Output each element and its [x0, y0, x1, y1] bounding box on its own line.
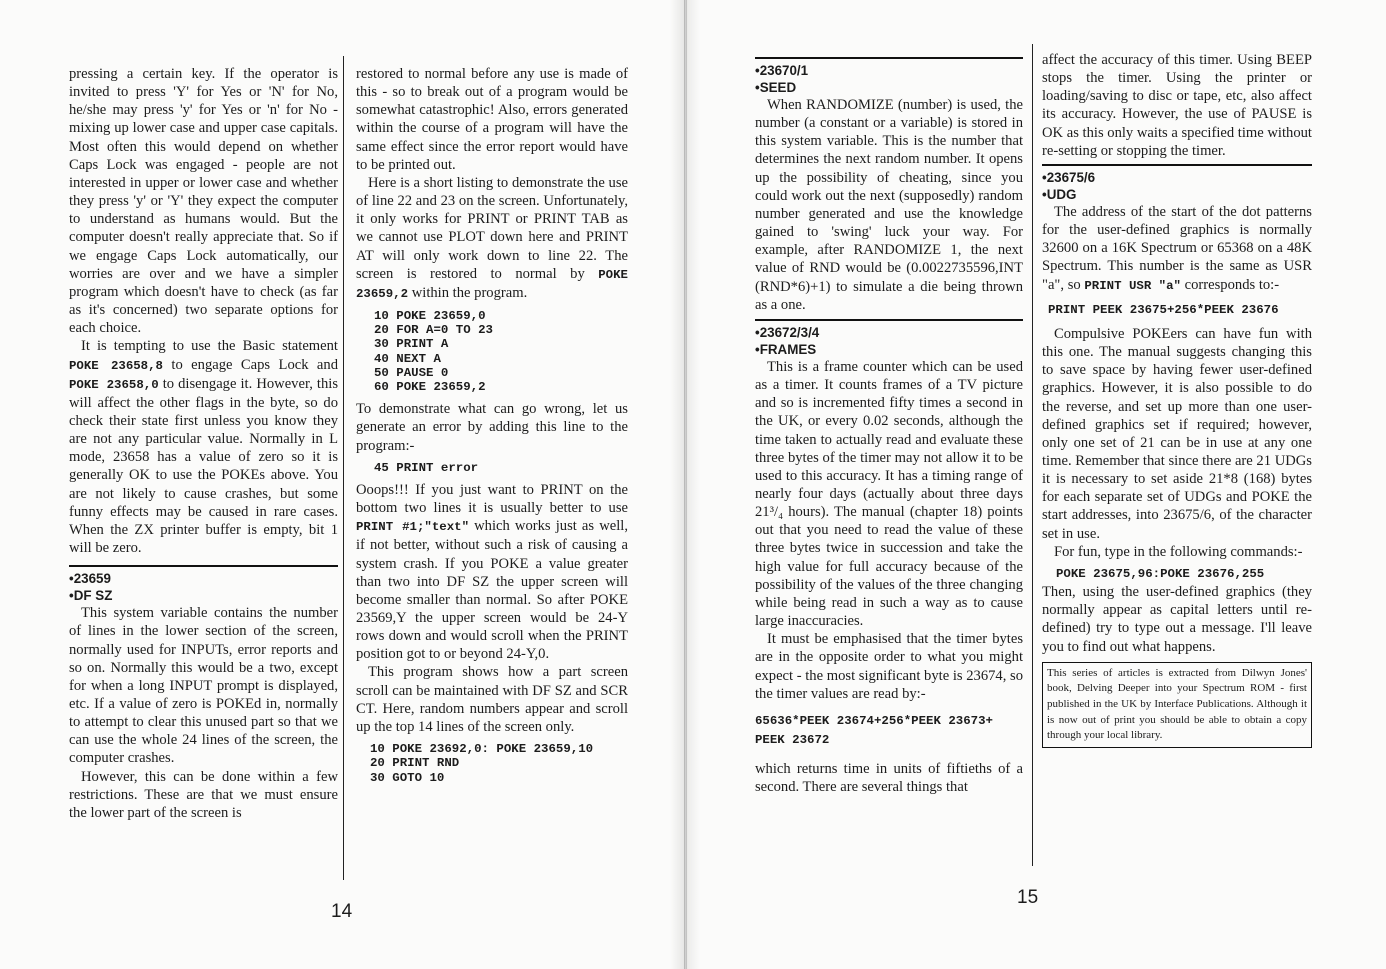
paragraph: This program shows how a part screen scroll can be maintained with DF SZ and SCR CT. Here, random numbers appear and scroll up the top 14 lines of the screen only.	[356, 664, 628, 735]
inline-code: POKE 23658,8	[69, 358, 163, 373]
inline-code: PRINT #1;"text"	[356, 520, 470, 535]
code-listing: 10 POKE 23692,0: POKE 23659,10 20 PRINT RND 30 GOTO 10	[370, 742, 594, 785]
paragraph: restored to normal before any use is made of this - so to break out of a program would be somewhat catastrophic! Also, errors generated within the course of a program will have the same effect since the error report would have to be printed out.	[356, 66, 628, 173]
paragraph: Compulsive POKEers can have fun with this one. The manual suggests changing this to save space by having fewer user-defined graphics. However, it is also possible to do the reverse, and set up more than one user-defined graphics set if required; however, only one set of 21 can be in use at any one time. Remember that since there are 21 UDGs it is necessary to set aside 21*8 (168) bytes for each separate set of UDGs and POKE the start addresses, into 23675/6, of the character set in use.	[1042, 325, 1312, 542]
paragraph: pressing a certain key. If the operator is invited to press 'Y' for Yes or 'N' for No, he/she may press 'y' for Yes or 'n' for No - mixing up lower case and upper case capitals. Most often this would depend on whether Caps Lock was engaged - people are not interested in upper or lower case and whether they press 'y' or 'Y' they expect the computer to understand as humans would. But the computer doesn't really appreciate that. So if we engage Caps Lock automatically, our worries are over and we have a simpler program which doesn't have to check (as far as it's concerned) two separate options for each choice.	[69, 66, 338, 337]
paragraph: This is a frame counter which can be used as a timer. It counts frames of a TV picture and so is incremented fifty times a second in the UK, or every 0.02 seconds, although the time taken to actually read and evaluate these three bytes of the timer may not allow it to be used to this accuracy. It has a timing range of nearly four days (actually about three days 21³/₄ hours). The manual (chapter 18) points out that you need to read the value of these three bytes twice in succession and take the high value for full accuracy because of the possibility of the values of the three changing while being read in such a way as to cause large inaccuracies.	[755, 358, 1023, 630]
paragraph: It is tempting to use the Basic statement POKE 23658,8 to engage Caps Lock and POKE 23658,0 to disengage it. However, this will affect the other flags in the byte, so do check their state first unless you know they are not any particular value. Normally in L mode, 23658 has a value of zero so it is generally OK to use the POKEs above. You are not likely to cause crashes, but some funny effects may be caused in rare cases. When the ZX printer buffer is empty, bit 1 will be zero.	[69, 338, 338, 557]
spine-shadow	[670, 0, 700, 969]
inline-code: POKE 23659,2	[356, 267, 628, 301]
section-rule	[755, 57, 1023, 59]
section-rule	[755, 319, 1023, 321]
section-title: •SEED	[755, 80, 797, 95]
column-divider	[1032, 44, 1033, 866]
page-number: 15	[1017, 887, 1039, 908]
column-divider	[343, 56, 344, 880]
section-number: •23659	[69, 571, 111, 587]
left-page	[0, 0, 685, 969]
right-page	[686, 0, 1386, 969]
section-rule	[69, 565, 338, 567]
section-number: •23672/3/4	[755, 324, 820, 340]
section-title: •FRAMES	[755, 341, 817, 357]
paragraph: However, this can be done within a few restrictions. These are that we must ensure the lower part of the screen is	[69, 768, 338, 821]
paragraph: which returns time in units of fiftieths of a second. There are several things that	[755, 760, 1023, 795]
column-1	[69, 65, 338, 822]
inline-code: POKE 23658,0	[69, 377, 159, 392]
paragraph: This system variable contains the number of lines in the lower section of the screen, normally used for INPUTs, error reports and so on. Normally this would be a two, except for when a long INPUT prompt is displayed, etc. If a value of zero is POKEd in, normally to attempt to clear this unused part so that we can use the whole 24 lines of the screen, the computer crashes.	[69, 605, 338, 767]
code-line: PRINT PEEK 23675+256*PEEK 23676	[1048, 302, 1279, 317]
inline-code: PRINT USR "a"	[1084, 278, 1181, 293]
code-listing: 65636*PEEK 23674+256*PEEK 23673+ PEEK 23672	[755, 713, 993, 747]
section-title: •UDG	[1042, 186, 1077, 202]
paragraph: When RANDOMIZE (number) is used, the number (a constant or a variable) is stored in this system variable. This is the number that determines the next random number. It opens up the possibility of cheating, since you could work out the next (supposedly) random number generated and use the knowledge gained to 'swing' luck your way. For example, after RANDOMIZE 1, the next value of RND would be (0.0022735596,INT (RND*6)+1) to simulate a die being thrown as a one.	[755, 97, 1023, 313]
paragraph: affect the accuracy of this timer. Using BEEP stops the timer. Using the printer or loading/saving to disc or tape, etc, also affect its accuracy. However, the use of PAUSE is OK as this only waits a specified time without re-setting or stopping the timer.	[1042, 52, 1312, 159]
paragraph: For fun, type in the following commands:-	[1054, 543, 1303, 560]
section-number: •23670/1	[755, 63, 809, 78]
paragraph: The address of the start of the dot patterns for the user-defined graphics is normally 32600 on a 16K Spectrum or 65368 on a 48K Spectrum. This number is the same as USR "a", so PRINT USR "a" corresponds to:-	[1042, 203, 1312, 293]
paragraph: It must be emphasised that the timer bytes are in the opposite order to what you might expect - the most significant byte is 23674, so the timer values are read by:-	[755, 631, 1023, 702]
section-rule	[1042, 164, 1312, 166]
code-listing: 45 PRINT error	[374, 460, 479, 475]
paragraph: To demonstrate what can go wrong, let us generate an error by adding this line to the program:-	[356, 401, 628, 454]
page-number: 14	[331, 901, 353, 922]
paragraph: Ooops!!! If you just want to PRINT on the bottom two lines it is usually better to use PRINT #1;"text" which works just as well, if not better, without such a risk of causing a system crash. If you POKE a value greater than two into DF SZ the upper screen will become smaller than normal. So after POKE 23569,Y the upper screen would be 24-Y rows down and would scroll when the PRINT position got to or beyond 24-Y,0.	[356, 481, 628, 663]
attribution-box: This series of articles is extracted from Dilwyn Jones' book, Delving Deeper into your Spectrum ROM - first published in the UK by Interface Publications. Although it is now out of print you should be able to obtain a copy through your local library.	[1042, 662, 1312, 748]
section-title: •DF SZ	[69, 588, 113, 604]
code-listing: 10 POKE 23659,0 20 FOR A=0 TO 23 30 PRINT A 40 NEXT A 50 PAUSE 0 60 POKE 23659,2	[374, 309, 493, 395]
paragraph: Here is a short listing to demonstrate the use of line 22 and 23 on the screen. Unfortunately, it only works for PRINT or PRINT TAB as we cannot use PLOT down here and PRINT AT will only work down to line 22. The screen is restored to normal by POKE 23659,2 within the program.	[356, 174, 628, 301]
paragraph: Then, using the user-defined graphics (they normally appear as capital letters until re-defined) try to type out a message. I'll leave you to find out what happens.	[1042, 584, 1312, 655]
column-4	[1042, 51, 1312, 748]
column-3	[755, 55, 1023, 796]
code-line: POKE 23675,96:POKE 23676,255	[1056, 566, 1265, 581]
column-2	[356, 65, 628, 785]
section-number: •23675/6	[1042, 169, 1096, 185]
